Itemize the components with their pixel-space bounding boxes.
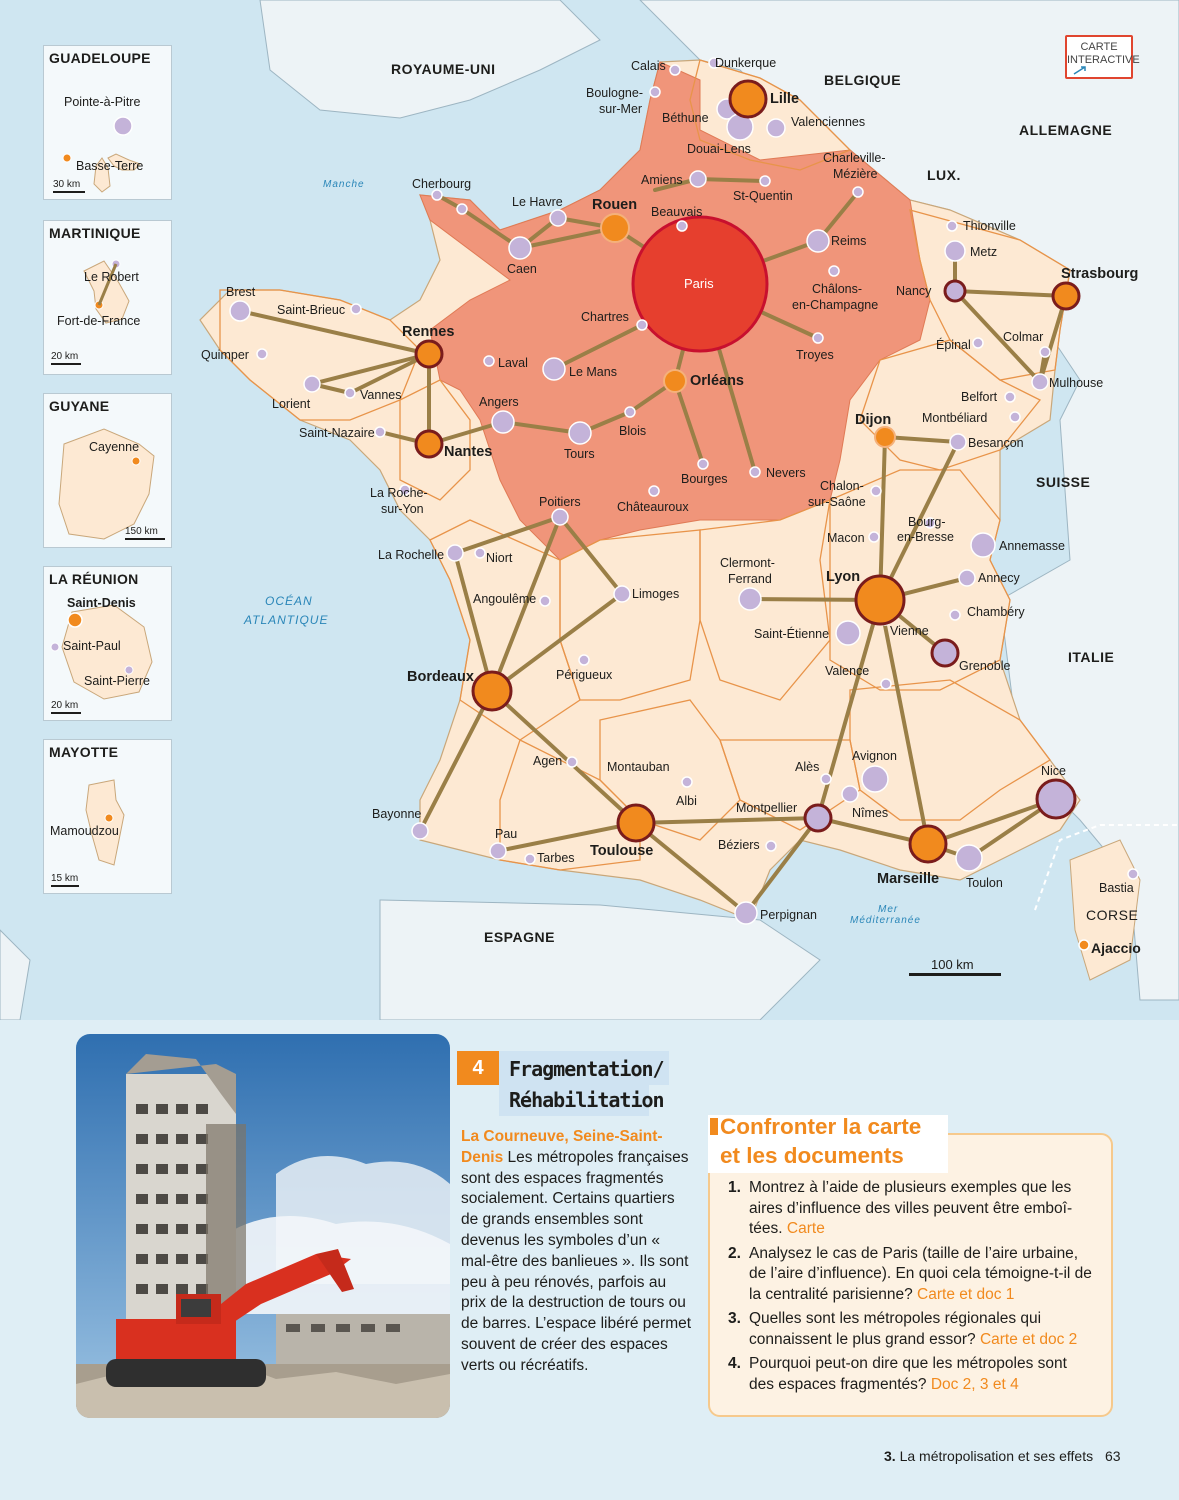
label-macon: Macon (827, 531, 865, 545)
label-beziers: Béziers (718, 838, 760, 852)
label-cayenne: Cayenne (89, 440, 140, 454)
label-ales: Alès (795, 760, 820, 774)
label-nice: Nice (1041, 764, 1067, 778)
mayotte-shape (44, 740, 171, 893)
map-scale-label: 100 km (931, 957, 974, 972)
label-saint-paul: Saint-Paul (63, 639, 121, 653)
label-perpignan: Perpignan (760, 908, 817, 922)
label-toulouse: Toulouse (590, 843, 654, 859)
label-besancon: Besançon (968, 436, 1024, 450)
question-reference: Doc 2, 3 et 4 (930, 1375, 1019, 1393)
label-charleville-1: Charleville- (823, 151, 886, 165)
inset-martinique-scale-bar (51, 363, 81, 365)
page-footer (884, 1448, 1121, 1464)
document-body: Les métropoles françaises sont des espaces fragmentés socialement. Certains quartiers de grands ensembles sont devenus les symboles d’un « mal-être des banlieues ». Ils sont peu à peu rénovés, parfois au prix de la destruction de tours ou de barres. L’espace libéré permet souvent de créer des espaces verts ou récréatifs. (461, 1148, 692, 1374)
document-number: 4 (457, 1051, 499, 1085)
label-valence: Valence (825, 664, 870, 678)
inset-reunion (43, 566, 172, 721)
label-suisse: SUISSE (1036, 474, 1091, 490)
question-text: Analysez le cas de Paris (taille de l’aire urbaine, de l’aire d’influence). En quoi cela témoigne-t-il de la centralité parisienne? (749, 1244, 1092, 1303)
label-bourg-1: Bourg- (908, 515, 946, 529)
label-nantes: Nantes (444, 444, 493, 460)
label-manche: Manche (323, 179, 365, 190)
label-mer-1: Mer (878, 904, 899, 915)
inset-reunion-scale (51, 700, 81, 714)
label-clermont-1: Clermont- (720, 556, 775, 570)
label-paris: Paris (684, 276, 714, 291)
label-clermont-2: Ferrand (728, 572, 772, 586)
inset-reunion-scale-bar (51, 712, 81, 714)
question-reference: Carte et doc 2 (979, 1330, 1078, 1348)
question-reference: Carte et doc 1 (917, 1285, 1015, 1303)
label-mamoudzou: Mamoudzou (50, 824, 119, 838)
label-bayonne: Bayonne (372, 807, 422, 821)
label-ocean-1: OCÉAN (265, 594, 313, 608)
inset-guadeloupe (43, 45, 172, 200)
label-quimper: Quimper (201, 348, 249, 362)
label-reims: Reims (831, 234, 867, 248)
label-albi: Albi (676, 794, 697, 808)
question-reference: Carte (786, 1220, 825, 1237)
label-thionville: Thionville (963, 219, 1016, 233)
interactive-map-button[interactable] (1065, 35, 1140, 79)
map-scale-bar (909, 973, 1001, 976)
label-basse-terre: Basse-Terre (76, 159, 144, 173)
inset-guadeloupe-scale (53, 179, 85, 193)
label-saint-brieuc: Saint-Brieuc (277, 303, 346, 317)
label-dijon: Dijon (855, 412, 892, 428)
inset-reunion-title: LA RÉUNION (49, 571, 139, 587)
label-nevers: Nevers (766, 466, 806, 480)
label-troyes: Troyes (796, 348, 834, 362)
inset-guyane-scale-bar (125, 538, 165, 540)
label-nimes: Nîmes (852, 806, 889, 820)
label-belfort: Belfort (961, 390, 998, 404)
inset-mayotte-scale (51, 873, 79, 887)
label-rennes: Rennes (402, 324, 455, 340)
label-annemasse: Annemasse (999, 539, 1066, 553)
label-bethune: Béthune (662, 111, 709, 125)
label-fort-de-france: Fort-de-France (57, 314, 141, 328)
label-ajaccio: Ajaccio (1091, 940, 1141, 956)
label-bourges: Bourges (681, 472, 728, 486)
question-number: 3. (728, 1310, 741, 1327)
inset-guadeloupe-scale-label: 30 km (53, 179, 81, 190)
question-item (724, 1244, 1096, 1306)
label-montbeliard: Montbéliard (922, 411, 988, 425)
label-saint-nazaire: Saint-Nazaire (299, 426, 375, 440)
label-montauban: Montauban (607, 760, 670, 774)
label-amiens: Amiens (641, 173, 683, 187)
label-bourg-2: en-Bresse (897, 530, 954, 544)
label-angouleme: Angoulême (473, 592, 537, 606)
label-agen: Agen (533, 754, 563, 768)
label-tours: Tours (564, 447, 595, 461)
badge-line-1: CARTE (1080, 41, 1118, 53)
label-la-rochelle: La Rochelle (378, 548, 445, 562)
label-avignon: Avignon (852, 749, 897, 763)
label-corse: CORSE (1086, 907, 1139, 923)
label-saint-pierre: Saint-Pierre (84, 674, 150, 688)
label-la-roche-2: sur-Yon (381, 502, 424, 516)
label-chalon-2: sur-Saône (808, 495, 866, 509)
label-mer-2: Méditerranée (850, 915, 921, 926)
label-toulon: Toulon (966, 876, 1003, 890)
label-orleans: Orléans (690, 373, 744, 389)
inset-guyane (43, 393, 172, 548)
label-limoges: Limoges (632, 587, 680, 601)
inset-mayotte (43, 739, 172, 894)
inset-guadeloupe-title: GUADELOUPE (49, 50, 151, 66)
label-belgique: BELGIQUE (824, 72, 902, 88)
question-item (724, 1354, 1096, 1395)
label-metz: Metz (970, 245, 998, 259)
inset-mayotte-scale-label: 15 km (51, 873, 79, 884)
label-epinal: Épinal (936, 338, 971, 352)
inset-reunion-scale-label: 20 km (51, 700, 79, 711)
label-chalon-1: Chalon- (820, 479, 864, 493)
label-chateauroux: Châteauroux (617, 500, 689, 514)
label-tarbes: Tarbes (537, 851, 575, 865)
label-saint-etienne: Saint-Étienne (754, 627, 830, 641)
label-lille: Lille (770, 91, 800, 107)
label-dunkerque: Dunkerque (715, 56, 777, 70)
label-ocean-2: ATLANTIQUE (244, 613, 329, 627)
document-title-line-2: Réhabilitation (509, 1088, 664, 1112)
label-lyon: Lyon (826, 569, 861, 585)
questions-title-marker (710, 1118, 718, 1135)
label-strasbourg: Strasbourg (1061, 266, 1139, 282)
question-number: 1. (728, 1179, 741, 1196)
label-pau: Pau (495, 827, 518, 841)
label-espagne: ESPAGNE (484, 929, 555, 945)
inset-martinique-scale (51, 351, 81, 365)
label-annecy: Annecy (978, 571, 1020, 585)
label-colmar: Colmar (1003, 330, 1044, 344)
inset-martinique-scale-label: 20 km (51, 351, 79, 362)
label-valenciennes: Valenciennes (791, 115, 866, 129)
label-nancy: Nancy (896, 284, 932, 298)
label-vannes: Vannes (360, 388, 402, 402)
page-number: 63 (1105, 1448, 1121, 1464)
label-pointe-a-pitre: Pointe-à-Pitre (64, 95, 141, 109)
label-italie: ITALIE (1068, 649, 1115, 665)
label-luxembourg: LUX. (927, 167, 961, 183)
document-place: La Courneuve, Seine-Saint-Denis (461, 1128, 663, 1166)
label-beauvais: Beauvais (651, 205, 703, 219)
label-saint-denis: Saint-Denis (67, 596, 136, 610)
document-caption (461, 1127, 693, 1377)
label-rouen: Rouen (592, 197, 638, 213)
document-title (509, 1054, 664, 1116)
guyane-shape (44, 394, 171, 547)
label-bastia: Bastia (1099, 881, 1134, 895)
label-blois: Blois (619, 424, 647, 438)
questions-title (720, 1112, 921, 1170)
questions-title-line-2: et les documents (720, 1143, 904, 1168)
chapter-number: 3. (884, 1448, 896, 1464)
inset-mayotte-title: MAYOTTE (49, 744, 119, 760)
label-calais: Calais (631, 59, 666, 73)
label-douai-lens: Douai-Lens (687, 142, 751, 156)
label-perigueux: Périgueux (556, 668, 613, 682)
questions-title-line-1: Confronter la carte (720, 1114, 922, 1139)
question-item (724, 1309, 1096, 1350)
label-marseille: Marseille (877, 871, 940, 887)
label-niort: Niort (486, 551, 513, 565)
inset-guyane-scale (125, 526, 165, 540)
label-laval: Laval (498, 356, 528, 370)
label-chambery: Chambéry (967, 605, 1025, 619)
label-lorient: Lorient (272, 397, 311, 411)
label-mulhouse: Mulhouse (1049, 376, 1104, 390)
label-caen: Caen (507, 262, 537, 276)
question-text: Quelles sont les métropoles régionales qui connaissent le plus grand essor? (749, 1310, 1042, 1348)
label-allemagne: ALLEMAGNE (1019, 122, 1113, 138)
demolition-photo (76, 1034, 450, 1418)
inset-guadeloupe-scale-bar (53, 191, 85, 193)
chapter-title: La métropolisation et ses effets (899, 1448, 1094, 1464)
label-montpellier: Montpellier (736, 801, 798, 815)
question-number: 2. (728, 1244, 741, 1262)
label-chartres: Chartres (581, 310, 629, 324)
label-grenoble: Grenoble (959, 659, 1011, 673)
label-boulogne-1: Boulogne- (586, 86, 643, 100)
demolition-illustration (76, 1034, 450, 1418)
label-cherbourg: Cherbourg (412, 177, 472, 191)
label-la-roche-1: La Roche- (370, 486, 428, 500)
questions-list (724, 1178, 1096, 1399)
label-chalons-1: Châlons- (812, 282, 863, 296)
question-item (724, 1178, 1096, 1240)
label-le-havre: Le Havre (512, 195, 563, 209)
label-angers: Angers (479, 395, 519, 409)
label-le-mans: Le Mans (569, 365, 617, 379)
label-poitiers: Poitiers (539, 495, 581, 509)
inset-martinique (43, 220, 172, 375)
cursor-icon (1073, 65, 1089, 75)
label-chalons-2: en-Champagne (792, 298, 879, 312)
label-bordeaux: Bordeaux (407, 669, 474, 685)
label-royaume-uni: ROYAUME-UNI (391, 61, 496, 77)
label-boulogne-2: sur-Mer (599, 102, 643, 116)
inset-martinique-title: MARTINIQUE (49, 225, 141, 241)
inset-mayotte-scale-bar (51, 885, 79, 887)
badge-line-2: INTERACTIVE (1067, 54, 1140, 66)
question-text: Montrez à l’aide de plusieurs exemples que les aires d’influence des villes peuvent être emboîtées. (749, 1179, 1073, 1237)
label-vienne: Vienne (890, 624, 929, 638)
inset-guyane-scale-label: 150 km (125, 526, 158, 537)
guadeloupe-shape (44, 46, 171, 199)
question-text: Pourquoi peut-on dire que les métropoles sont des espaces fragmentés? (749, 1355, 1067, 1393)
label-le-robert: Le Robert (84, 270, 139, 284)
label-charleville-2: Mézière (833, 167, 878, 181)
label-st-quentin: St-Quentin (733, 189, 793, 203)
label-brest: Brest (226, 285, 256, 299)
document-title-line-1: Fragmentation/ (509, 1057, 664, 1081)
question-number: 4. (728, 1355, 741, 1372)
inset-guyane-title: GUYANE (49, 398, 110, 414)
